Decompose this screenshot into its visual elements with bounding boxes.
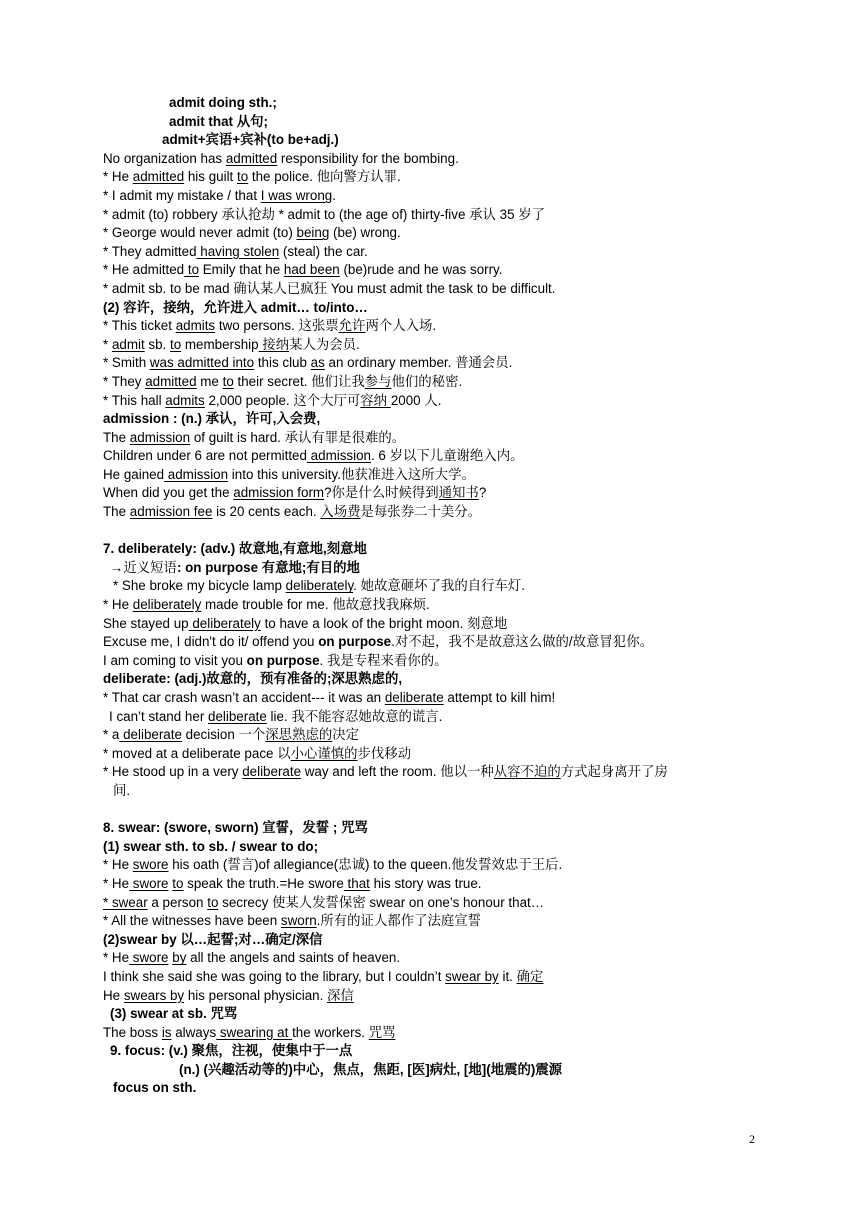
text-segment: * admit (to) robbery 承认抢劫 * admit to (the age of) thirty-five 承认 35 岁了: [103, 206, 546, 222]
text-segment: always: [171, 1024, 217, 1040]
text-segment: it.: [498, 968, 517, 984]
bold-text: on purpose: [246, 652, 320, 668]
text-line: [103, 113, 773, 132]
bold-text: 8. swear: (swore, sworn) 宣誓，发誓 ; 咒骂: [103, 820, 368, 836]
text-segment: 决定: [332, 727, 360, 743]
text-segment: (steal) the car.: [279, 243, 368, 259]
text-line: [103, 299, 773, 318]
text-line: [103, 131, 773, 150]
text-line: [103, 559, 773, 578]
text-segment: speak the truth.=He swore: [183, 875, 344, 891]
text-line: [103, 466, 773, 485]
underlined-term: deliberate: [242, 764, 302, 780]
blank-line: [103, 801, 773, 820]
text-segment: attempt to kill him!: [443, 690, 556, 705]
text-segment: I can’t stand her: [109, 708, 208, 724]
bold-text: (1) swear sth. to sb. / swear to do;: [103, 838, 319, 854]
underlined-term: 入场费: [320, 504, 361, 520]
text-segment: made trouble for me. 他故意找我麻烦.: [201, 597, 430, 613]
text-segment: way and left the room. 他以一种: [301, 764, 494, 780]
text-line: [103, 745, 773, 764]
underlined-term: admission: [164, 466, 229, 482]
text-segment: Emily that he: [199, 262, 284, 278]
text-segment: * That car crash wasn’t an accident--- it was an: [103, 690, 385, 705]
text-line: [103, 503, 773, 522]
text-segment: two persons. 这张票: [215, 318, 339, 334]
text-line: [103, 912, 773, 931]
underlined-term: 深思熟虑的: [265, 727, 333, 743]
underlined-term: admission fee: [129, 504, 213, 520]
text-line: [103, 447, 773, 466]
underlined-term: swore: [129, 875, 169, 891]
underlined-term: deliberate: [119, 727, 182, 743]
bold-text: on purpose: [318, 634, 392, 650]
text-line: [103, 392, 773, 411]
text-segment: sb.: [144, 336, 170, 352]
text-line: [103, 726, 773, 745]
text-segment: me: [196, 373, 223, 389]
text-segment: The boss: [103, 1024, 162, 1040]
text-line: [103, 280, 773, 299]
text-line: [103, 670, 773, 689]
text-segment: * This hall: [103, 392, 166, 408]
bold-text: focus on sth.: [113, 1080, 197, 1096]
text-line: [103, 949, 773, 968]
text-line: [103, 94, 773, 113]
text-segment: .对不起，我不是故意这么做的/故意冒犯你。: [391, 634, 653, 650]
text-segment: his personal physician.: [184, 987, 328, 1003]
text-segment: is 20 cents each.: [212, 504, 321, 520]
text-line: [103, 410, 773, 429]
bold-text: admission : (n.) 承认，许可,入会费,: [103, 411, 321, 427]
underlined-term: admission form: [233, 485, 325, 501]
text-line: [103, 206, 773, 225]
underlined-term: is: [161, 1024, 172, 1040]
text-segment: . 我是专程来看你的。: [319, 652, 448, 668]
text-segment: into this university.他获准进入这所大学。: [228, 466, 475, 482]
text-line: [103, 838, 773, 857]
underlined-term: to: [236, 169, 249, 185]
text-line: [103, 484, 773, 503]
bold-text: admit that 从句;: [169, 113, 268, 129]
bold-text: (3) swear at sb. 咒骂: [110, 1006, 238, 1022]
underlined-term: swear by: [445, 968, 499, 984]
text-line: [103, 987, 773, 1006]
bold-text: (n.) (兴趣活动等的)中心，焦点，焦距, [医]病灶, [地](地震的)震源: [179, 1061, 563, 1077]
text-line: [103, 243, 773, 262]
underlined-term: being: [296, 225, 330, 241]
underlined-term: 小心谨慎的: [290, 745, 358, 761]
underlined-term: deliberately: [132, 597, 202, 613]
text-segment: * I admit my mistake / that: [103, 187, 261, 203]
text-line: [103, 782, 773, 801]
text-segment: * All the witnesses have been: [103, 913, 281, 929]
text-line: [103, 168, 773, 187]
text-segment: (be) wrong.: [329, 225, 401, 241]
text-line: [103, 540, 773, 559]
text-line: [103, 1024, 773, 1043]
text-segment: his guilt: [184, 169, 237, 185]
text-line: [103, 373, 773, 392]
text-segment: . 6 岁以下儿童谢绝入内。: [370, 448, 524, 464]
text-segment: Children under 6 are not permitted: [103, 448, 307, 464]
text-segment: this club: [254, 355, 311, 371]
underlined-term: admit: [111, 336, 145, 352]
underlined-term: admission: [306, 448, 371, 464]
text-segment: the police. 他向警方认罪.: [248, 169, 401, 185]
text-line: [103, 577, 773, 596]
text-segment: of guilt is hard. 承认有罪是很难的。: [190, 429, 406, 445]
text-segment: I am coming to visit you: [103, 652, 247, 668]
text-segment: ?: [478, 485, 487, 501]
text-segment: an ordinary member. 普通会员.: [324, 355, 513, 371]
text-segment: The: [103, 429, 130, 445]
bold-text: : on purpose 有意地;有目的地: [176, 559, 360, 575]
text-segment: * He: [103, 597, 133, 613]
text-segment: The: [103, 504, 130, 520]
text-line: [103, 615, 773, 634]
text-line: [103, 968, 773, 987]
text-segment: No organization has: [103, 150, 226, 166]
text-segment: * a: [103, 727, 120, 743]
underlined-term: to: [222, 373, 234, 389]
underlined-term: swearing at: [216, 1024, 293, 1040]
underlined-term: 容纳: [360, 392, 391, 408]
page-number: 2: [749, 1132, 755, 1146]
text-segment: .: [332, 187, 336, 203]
text-segment: * He: [103, 875, 130, 891]
text-segment: ?你是什么时候得到: [324, 485, 439, 501]
text-segment: He: [103, 987, 124, 1003]
text-segment: membership: [181, 336, 259, 352]
underlined-term: as: [310, 355, 325, 371]
text-line: [103, 1005, 773, 1024]
underlined-term: admitted: [225, 150, 278, 166]
text-segment: decision 一个: [181, 727, 266, 743]
text-segment: 步伐移动: [357, 745, 412, 761]
underlined-term: deliberate: [208, 708, 267, 724]
underlined-term: 允许: [338, 318, 366, 334]
underlined-term: swears by: [123, 987, 185, 1003]
text-segment: (be)rude and he was sorry.: [339, 262, 503, 278]
text-segment: 是每张券二十美分。: [360, 504, 482, 520]
text-line: [103, 894, 773, 913]
text-segment: .所有的证人都作了法庭宣誓: [316, 913, 482, 929]
bold-text: admit+宾语+宾补(to be+adj.): [162, 132, 339, 148]
underlined-term: admits: [165, 392, 205, 408]
underlined-term: admits: [175, 318, 216, 334]
text-segment: 间.: [113, 782, 131, 798]
text-line: [103, 429, 773, 448]
bold-text: admit doing sth.;: [169, 95, 277, 110]
bold-text: (2)swear by 以…起誓;对…确定/深信: [103, 931, 323, 947]
text-segment: * admit sb. to be mad 确认某人已疯狂 You must admit the task to be difficult.: [103, 280, 556, 296]
underlined-term: swore: [129, 950, 169, 966]
underlined-term: to: [207, 894, 219, 910]
text-segment: to have a look of the bright moon. 刻意地: [260, 615, 508, 631]
text-line: [103, 1079, 773, 1098]
text-segment: I think she said she was going to the library, but I couldn’t: [103, 968, 446, 984]
text-segment: his story was true.: [369, 875, 482, 891]
text-segment: responsibility for the bombing.: [277, 150, 459, 166]
underlined-term: *: [103, 894, 109, 910]
text-segment: * They admitted: [103, 243, 197, 259]
underlined-term: to: [172, 875, 184, 891]
underlined-term: by: [172, 950, 187, 966]
text-segment: the workers.: [292, 1024, 369, 1040]
text-segment: * George would never admit (to): [103, 225, 297, 241]
text-segment: * He admitted: [103, 262, 185, 278]
text-line: [103, 354, 773, 373]
underlined-term: to: [170, 336, 182, 352]
underlined-term: was admitted into: [149, 355, 255, 371]
text-segment: 两个人入场.: [365, 318, 437, 334]
text-segment: his oath (誓言)of allegiance(忠诚) to the queen.他发誓效忠于王后.: [168, 857, 563, 873]
text-line: [103, 633, 773, 652]
text-segment: a person: [147, 894, 208, 910]
text-segment: →近义短语: [110, 559, 177, 575]
underlined-term: sworn: [280, 913, 317, 929]
bold-text: (2) 容许，接纳，允许进入 admit… to/into…: [103, 299, 368, 315]
text-line: [103, 819, 773, 838]
text-segment: 2000 人.: [390, 392, 442, 408]
text-segment: * He: [103, 857, 133, 873]
underlined-term: 咒骂: [368, 1024, 396, 1040]
text-segment: 方式起身离开了房: [560, 764, 668, 780]
text-line: [103, 689, 773, 708]
text-segment: She stayed up: [103, 615, 189, 631]
text-segment: 2,000 people. 这个大厅可: [204, 392, 361, 408]
underlined-term: swore: [132, 857, 169, 873]
underlined-term: admission: [129, 429, 191, 445]
underlined-term: admitted: [145, 373, 197, 389]
text-segment: 他们的秘密.: [391, 373, 463, 389]
underlined-term: deliberate: [384, 690, 444, 705]
text-segment: their secret. 他们让我: [233, 373, 365, 389]
underlined-term: admitted: [132, 169, 185, 185]
text-line: [103, 1042, 773, 1061]
text-line: [103, 150, 773, 169]
underlined-term: 参与: [364, 373, 392, 389]
underlined-term: that: [343, 875, 370, 891]
underlined-term: having stolen: [196, 243, 280, 259]
underlined-term: to: [184, 262, 200, 278]
text-line: [103, 652, 773, 671]
underlined-term: deliberately: [188, 615, 261, 631]
blank-line: [103, 522, 773, 541]
text-line: [103, 336, 773, 355]
text-line: [103, 317, 773, 336]
underlined-term: 从容不迫的: [493, 764, 561, 780]
underlined-term: had been: [283, 262, 340, 278]
text-segment: He gained: [103, 466, 165, 482]
document-body: [103, 94, 773, 1098]
text-segment: secrecy 使某人发誓保密 swear on one’s honour that…: [218, 894, 545, 910]
text-segment: all the angels and saints of heaven.: [186, 950, 401, 966]
text-segment: * She broke my bicycle lamp: [113, 578, 286, 594]
text-line: [103, 763, 773, 782]
text-segment: lie. 我不能容忍她故意的谎言.: [266, 708, 443, 724]
text-segment: 某人为会员.: [289, 336, 360, 352]
text-segment: When did you get the: [103, 485, 234, 501]
bold-text: 9. focus: (v.) 聚焦，注视，使集中于一点: [110, 1043, 353, 1059]
text-line: [103, 1061, 773, 1080]
text-segment: * He: [103, 950, 130, 966]
text-segment: * He: [103, 169, 133, 185]
text-segment: * Smith: [103, 355, 150, 371]
text-segment: Excuse me, I didn't do it/ offend you: [103, 634, 319, 650]
text-line: [103, 931, 773, 950]
text-line: [103, 224, 773, 243]
underlined-term: 确定: [516, 968, 544, 984]
text-segment: * They: [103, 373, 146, 389]
text-segment: *: [103, 336, 112, 352]
underlined-term: 通知书: [438, 485, 479, 501]
bold-text: deliberate: (adj.)故意的，预有准备的;深思熟虑的,: [103, 671, 403, 687]
text-segment: * moved at a deliberate pace 以: [103, 745, 291, 761]
bold-text: 7. deliberately: (adv.) 故意地,有意地,刻意地: [103, 541, 367, 557]
text-line: [103, 187, 773, 206]
underlined-term: 深信: [327, 987, 354, 1003]
underlined-term: swear: [108, 894, 148, 910]
text-segment: * He stood up in a very: [103, 764, 243, 780]
underlined-term: 接纳: [258, 336, 290, 352]
text-line: [103, 856, 773, 875]
underlined-term: I was wrong: [260, 187, 333, 203]
text-segment: . 她故意砸坏了我的自行车灯.: [353, 578, 526, 594]
text-segment: * This ticket: [103, 318, 176, 334]
text-line: [103, 596, 773, 615]
text-line: [103, 261, 773, 280]
text-line: [103, 875, 773, 894]
underlined-term: deliberately: [285, 578, 354, 594]
text-line: [103, 708, 773, 727]
